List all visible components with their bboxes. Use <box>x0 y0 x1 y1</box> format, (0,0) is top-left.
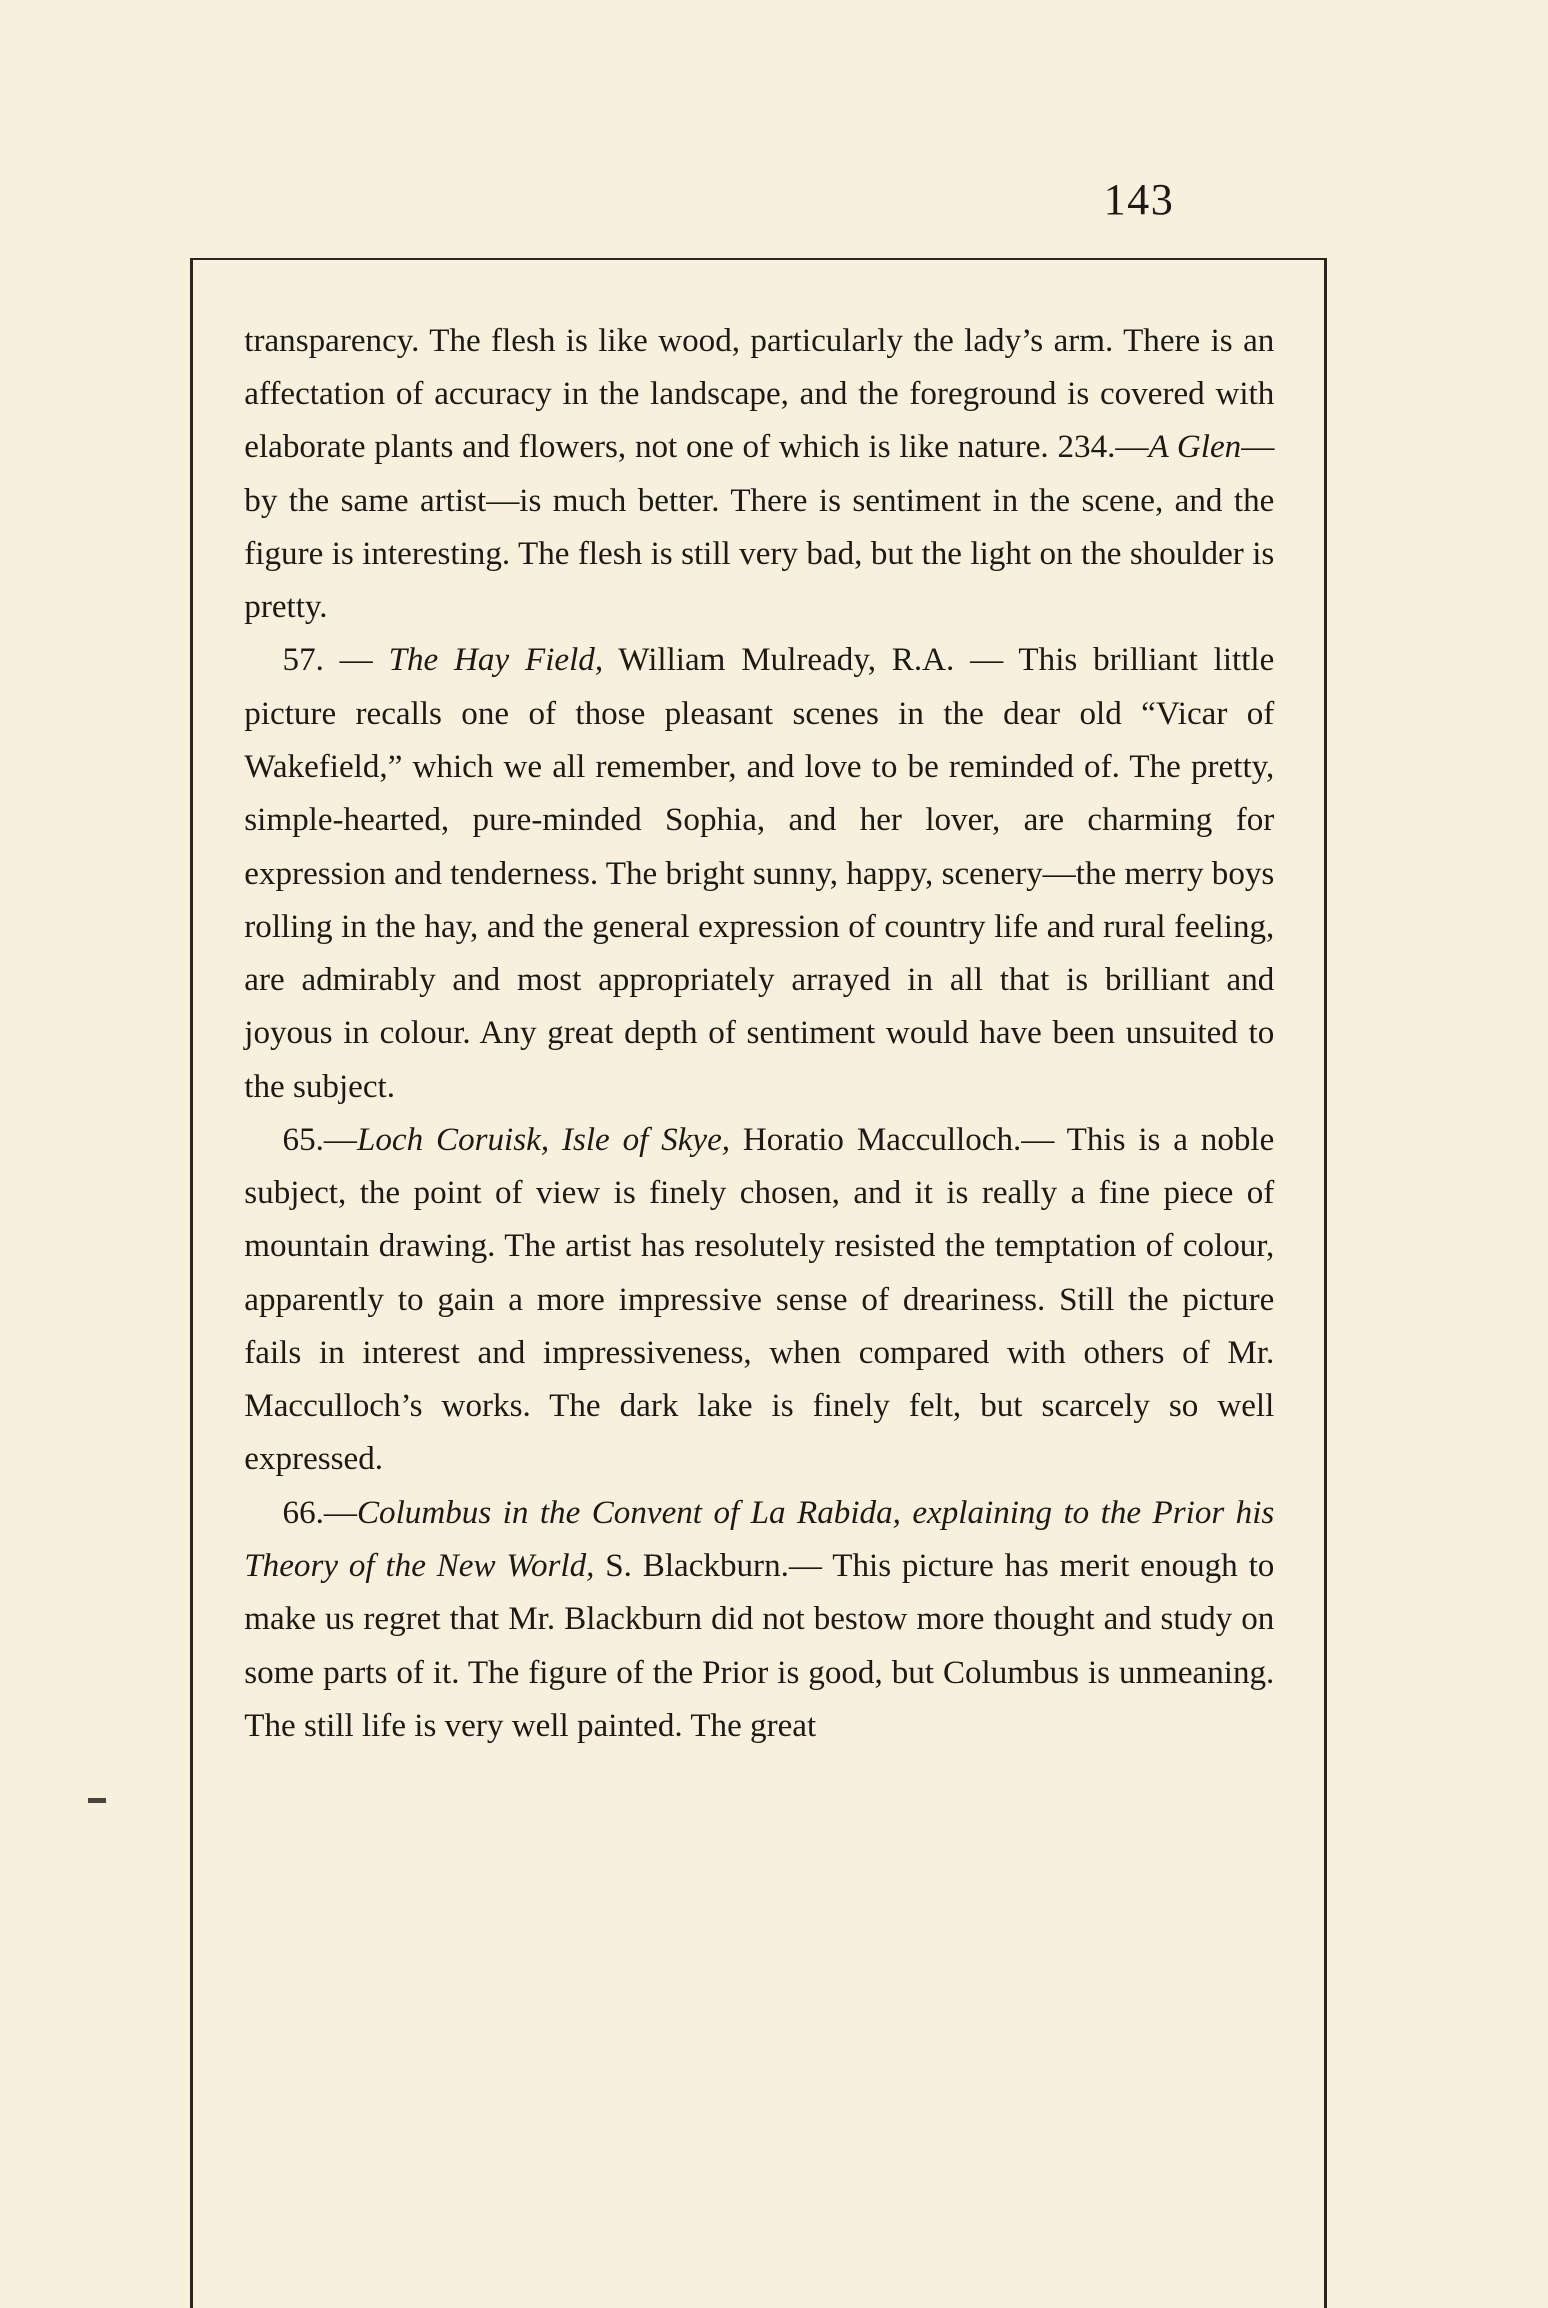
text-run: transparency. The flesh is like wood, particularly the lady’s arm. There is an affectation of accuracy in the landscape, and the foreground is covered with elaborate plants and flowers, not one of which is like nature. 234.— <box>244 322 1275 466</box>
margin-mark <box>88 1798 106 1802</box>
page-number: 143 <box>1103 174 1175 224</box>
paragraph <box>244 1487 1274 1753</box>
text-run: —by the same artist—is much better. There is sentiment in the scene, and the figure is interesting. The flesh is still very bad, but the light on the shoulder is pretty. <box>244 429 1275 626</box>
text-run: 66.— <box>282 1494 357 1531</box>
text-run: Horatio Macculloch.— This is a noble subject, the point of view is finely chosen, and it is really a fine piece of mountain drawing. The artist has resolutely resisted the temptation of colour, apparently to gain a more impressive sense of dreariness. Still the picture fails in interest and impressiveness, when compared with others of Mr. Macculloch’s works. The dark lake is finely felt, but scarcely so well expressed. <box>244 1121 1275 1478</box>
paragraph <box>244 315 1274 635</box>
text-run: William Mulready, R.A. — This brilliant little picture recalls one of those pleasant scenes in the dear old “Vicar of Wakefield,” which we all remember, and love to be reminded of. The pretty, simple-hearted, pure-minded Sophia, and her lover, are charming for expression and tenderness. The bright sunny, happy, scenery—the merry boys rolling in the hay, and the general expression of country life and rural feeling, are admirably and most appropriately arrayed in all that is brilliant and joyous in colour. Any great depth of sentiment would have been unsuited to the subject. <box>244 642 1275 1105</box>
text-run-italic: The Hay Field, <box>388 642 604 679</box>
text-run: 65.— <box>282 1121 357 1158</box>
frame-rule-left <box>190 258 193 2308</box>
text-run-italic: Columbus in the Convent of La Rabida, explaining to the Prior his Theory of the New World, <box>244 1494 1275 1584</box>
text-run: 57. — <box>282 642 389 679</box>
paragraph <box>244 1114 1274 1487</box>
text-run: S. Blackburn.— This picture has merit enough to make us regret that Mr. Blackburn did not bestow more thought and study on some parts of it. The figure of the Prior is good, but Columbus is unmeaning. The still life is very well painted. The great <box>244 1548 1275 1744</box>
frame-rule-right <box>1324 258 1327 2308</box>
text-run-italic: Loch Coruisk, Isle of Skye, <box>356 1121 731 1158</box>
paragraph <box>244 634 1274 1113</box>
body-text <box>244 315 1274 1753</box>
text-run-italic: A Glen <box>1148 429 1242 466</box>
frame-rule-top <box>190 258 1327 261</box>
